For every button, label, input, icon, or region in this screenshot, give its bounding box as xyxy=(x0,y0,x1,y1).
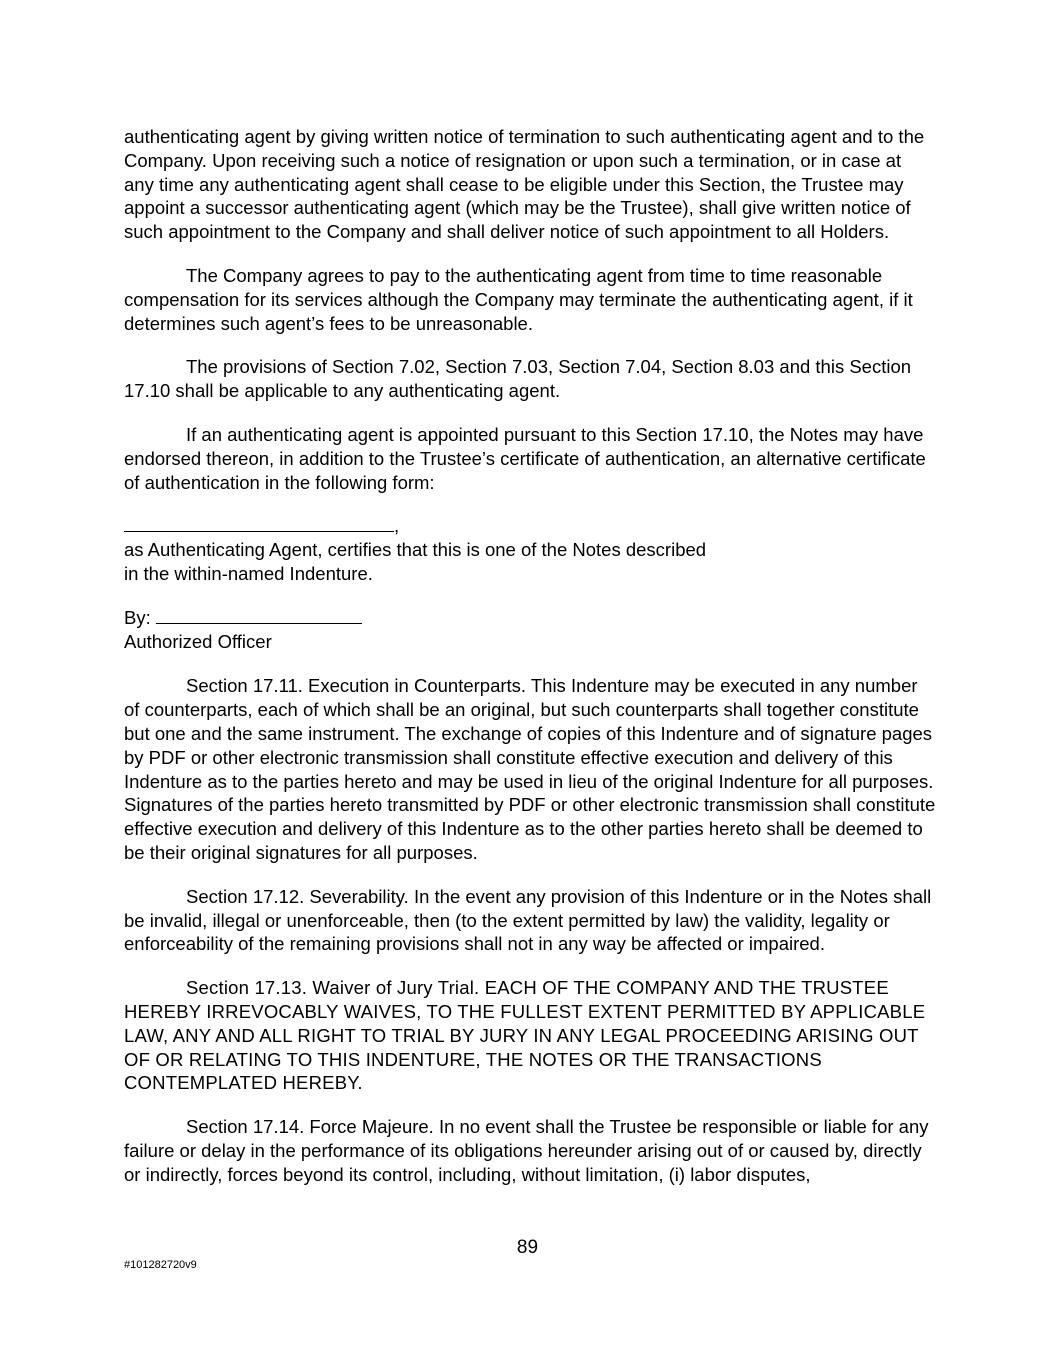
document-id: #101282720v9 xyxy=(124,1259,197,1271)
signature-block xyxy=(124,606,936,654)
certificate-text-line-1: as Authenticating Agent, certifies that this is one of the Notes described xyxy=(124,539,707,561)
paragraph-alternative-certificate: If an authenticating agent is appointed pursuant to this Section 17.10, the Notes may have endorsed thereon, in addition to the Trustee’s certificate of authentication, an alternative certificate of authentication in the following form: xyxy=(124,423,926,493)
by-line xyxy=(124,606,936,630)
signature-blank xyxy=(156,606,362,624)
section-17-11: Section 17.11. Execution in Counterparts. This Indenture may be executed in any number of counterparts, each of which shall be an original, but such counterparts shall together constitute but one and the same instrument. The exchange of copies of this Indenture and of signature pages by PDF or other electronic transmission shall constitute effective execution and delivery of this Indenture as to the parties hereto and may be used in lieu of the original Indenture for all purposes. Signatures of the parties hereto transmitted by PDF or other electronic transmission shall constitute effective execution and delivery of this Indenture as to the other parties hereto shall be deemed to be their original signatures for all purposes. xyxy=(124,675,936,863)
agent-name-line xyxy=(124,514,936,538)
by-label: By: xyxy=(124,607,156,629)
section-17-14: Section 17.14. Force Majeure. In no event shall the Trustee be responsible or liable for any failure or delay in the performance of its obligations hereunder arising out of or caused by, directly or indirectly, forces beyond its control, including, without limitation, (i) labor disputes, xyxy=(124,1116,929,1185)
paragraph-agent-compensation: The Company agrees to pay to the authenticating agent from time to time reasonable compensation for its services although the Company may terminate the authenticating agent, if it determines such agent’s fees to be unreasonable. xyxy=(124,264,913,334)
certificate-text-line-2: in the within-named Indenture. xyxy=(124,563,373,585)
authentication-certificate xyxy=(124,514,936,586)
page-number: 89 xyxy=(516,1237,539,1258)
section-17-13: Section 17.13. Waiver of Jury Trial. EACH OF THE COMPANY AND THE TRUSTEE HEREBY IRREVOCABLY WAIVES, TO THE FULLEST EXTENT PERMITTED BY APPLICABLE LAW, ANY AND ALL RIGHT TO TRIAL BY JURY IN ANY LEGAL PROCEEDING ARISING OUT OF OR RELATING TO THIS INDENTURE, THE NOTES OR THE TRANSACTIONS CONTEMPLATED HEREBY. xyxy=(124,977,926,1094)
paragraph-applicable-provisions: The provisions of Section 7.02, Section 7.03, Section 7.04, Section 8.03 and this Section 17.10 shall be applicable to any authenticating agent. xyxy=(124,356,912,402)
section-17-12: Section 17.12. Severability. In the event any provision of this Indenture or in the Notes shall be invalid, illegal or unenforceable, then (to the extent permitted by law) the validity, legality or enforceability of the remaining provisions shall not in any way be affected or impaired. xyxy=(124,885,932,955)
signature-blank xyxy=(124,514,394,532)
document-body xyxy=(124,125,936,1207)
paragraph-agent-termination: authenticating agent by giving written notice of termination to such authenticating agent and to the Company. Upon receiving such a notice of resignation or upon such a termination, or in case at any time any authenticating agent shall cease to be eligible under this Section, the Trustee may appoint a successor authenticating agent (which may be the Trustee), shall give written notice of such appointment to the Company and shall deliver notice of such appointment to all Holders. xyxy=(124,126,925,243)
agent-line-comma: , xyxy=(394,515,400,537)
authorized-officer-label: Authorized Officer xyxy=(124,631,272,653)
